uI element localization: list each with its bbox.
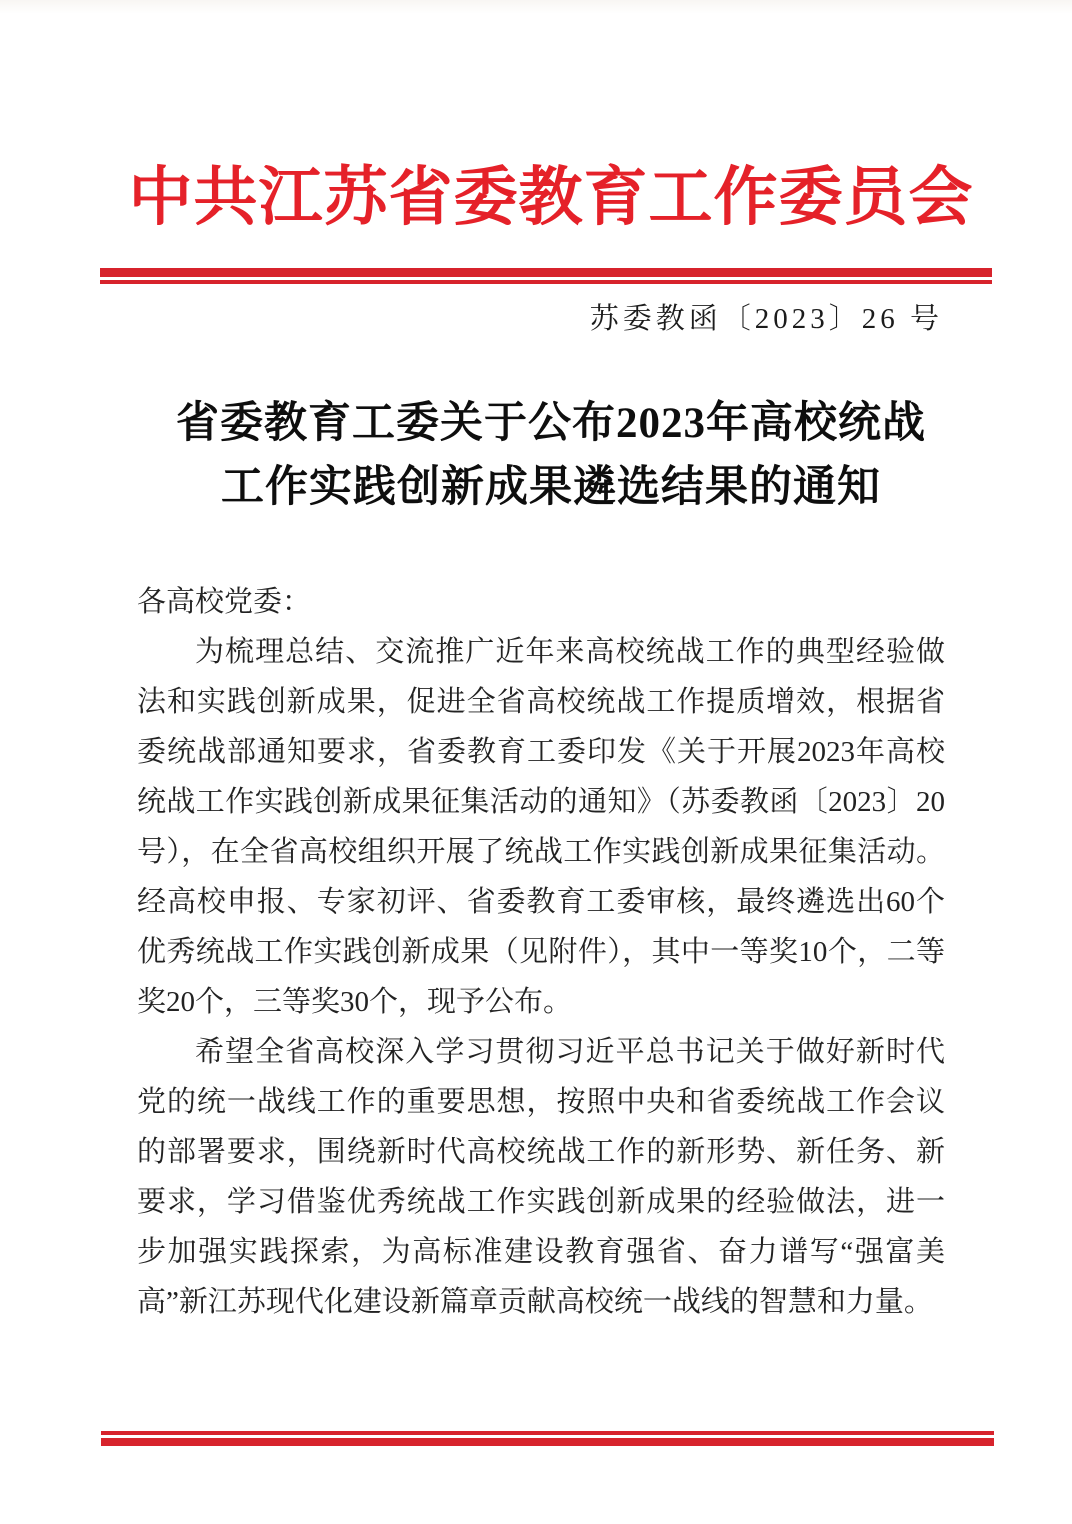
document-title-line-1: 省委教育工委关于公布2023年高校统战 <box>176 400 926 447</box>
letterhead-divider-thin-line <box>100 280 992 284</box>
document-title <box>30 392 1072 520</box>
document-body <box>137 577 945 1327</box>
document-number: 苏委教函〔2023〕26 号 <box>589 303 943 335</box>
footer-divider-thick-line <box>101 1438 994 1446</box>
footer-divider <box>101 1431 994 1446</box>
salutation: 各高校党委： <box>137 586 312 618</box>
body-paragraph-2: 希望全省高校深入学习贯彻习近平总书记关于做好新时代党的统一战线工作的重要思想，按照中央和省委统战工作会议的部署要求，围绕新时代高校统战工作的新形势、新任务、新要求，学习借鉴优秀统战工作实践创新成果的经验做法，进一步加强实践探索，为高标准建设教育强省、奋力谱写“强富美高”新江苏现代化建设新篇章贡献高校统一战线的智慧和力量。 <box>137 1036 945 1318</box>
body-paragraph-1: 为梳理总结、交流推广近年来高校统战工作的典型经验做法和实践创新成果，促进全省高校统战工作提质增效，根据省委统战部通知要求，省委教育工委印发《关于开展2023年高校统战工作实践创新成果征集活动的通知》（苏委教函〔2023〕20号），在全省高校组织开展了统战工作实践创新成果征集活动。经高校申报、专家初评、省委教育工委审核，最终遴选出60个优秀统战工作实践创新成果（见附件），其中一等奖10个，二等奖20个，三等奖30个，现予公布。 <box>137 636 945 1018</box>
letterhead-divider-thick-line <box>100 268 992 277</box>
letterhead-divider <box>100 268 992 284</box>
document-title-line-2: 工作实践创新成果遴选结果的通知 <box>221 464 881 511</box>
footer-divider-thin-line <box>101 1431 994 1435</box>
letterhead-issuer-title: 中共江苏省委教育工作委员会 <box>128 162 974 233</box>
